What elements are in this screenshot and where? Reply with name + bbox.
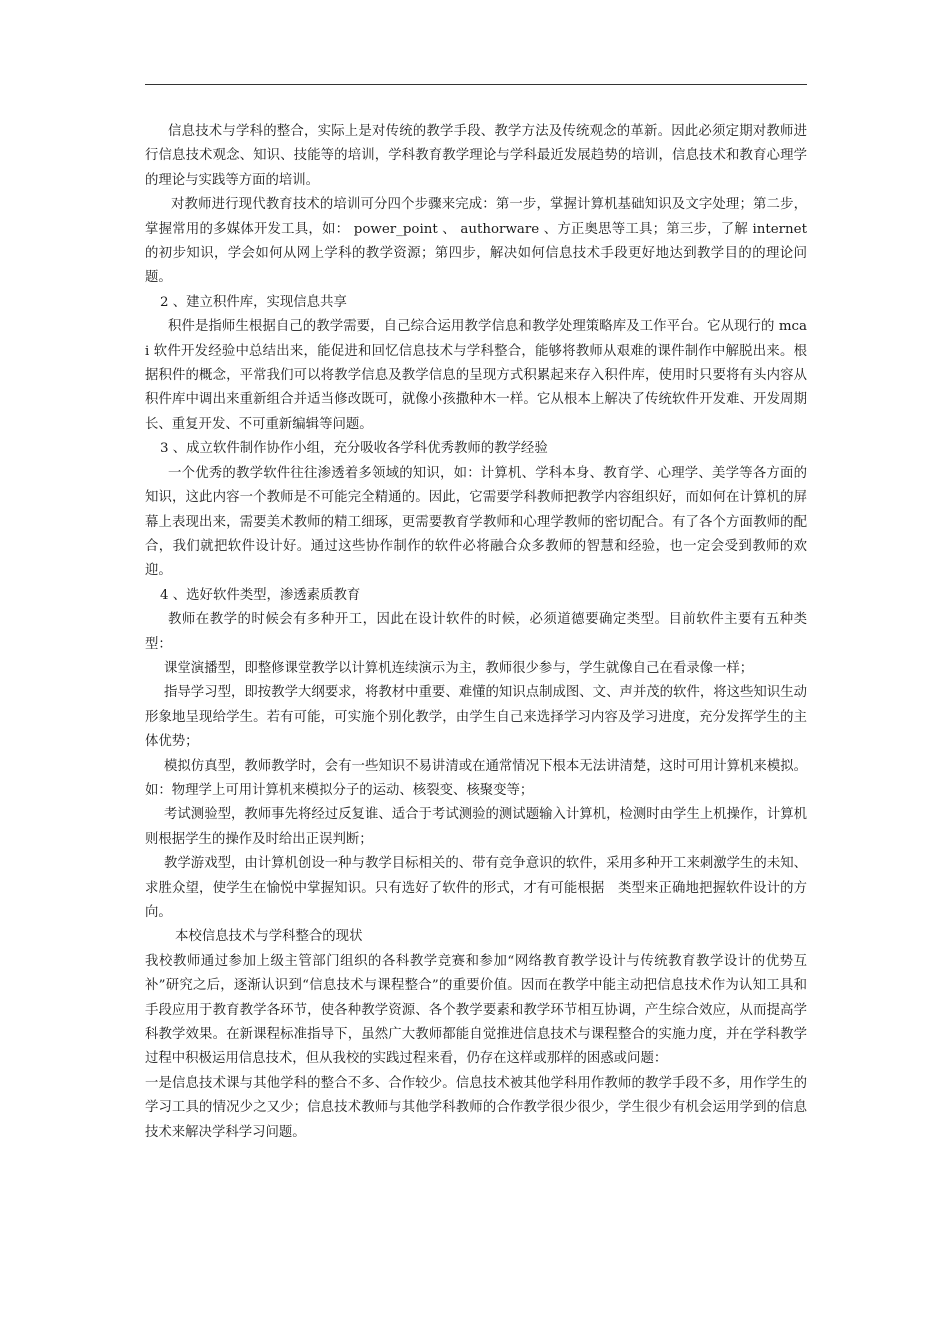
- heading-collaboration-group: 3 、成立软件制作协作小组，充分吸收各学科优秀教师的教学经验: [160, 441, 548, 457]
- list-item-game: 教学游戏型，由计算机创设一种与教学目标相关的、带有竞争意识的软件，采用多种开工来刺激学生的未知、求胜众望，使学生在愉悦中掌握知识。只有选好了软件的形式，才有可能根据 类型来正确地把握软件设计的方向。: [145, 856, 807, 920]
- list-item-testing: 考试测验型，教师事先将经过反复谁、适合于考试测验的测试题输入计算机，检测时由学生上机操作，计算机则根据学生的操作及时给出正误判断；: [145, 807, 807, 847]
- paragraph-problem-one: 一是信息技术课与其他学科的整合不多、合作较少。信息技术被其他学科用作教师的教学手段不多，用作学生的学习工具的情况少之又少；信息技术教师与其他学科教师的合作教学很少很少，学生很少有机会运用学到的信息技术来解决学科学习问题。: [145, 1075, 807, 1140]
- header-rule: [145, 84, 807, 85]
- heading-software-types: 4 、选好软件类型，渗透素质教育: [160, 587, 361, 603]
- paragraph-training-steps: 对教师进行现代教育技术的培训可分四个步骤来完成：第一步，掌握计算机基础知识及文字处理；第二步，掌握常用的多媒体开发工具，如： power_point 、 authorware 、方正奥思等工具；第三步，了解 internet 的初步知识，学会如何从网上学科的教学资源；第四步，解决如何信息技术手段更好地达到教学目的的理论问题。: [145, 197, 807, 286]
- paragraph-software-types: 教师在教学的时候会有多种开工，因此在设计软件的时候，必须道德要确定类型。目前软件主要有五种类型：: [145, 612, 807, 652]
- paragraph-collaboration-group: 一个优秀的教学软件往往渗透着多领域的知识，如：计算机、学科本身、教育学、心理学、美学等各方面的知识，这此内容一个教师是不可能完全精通的。因此，它需要学科教师把教学内容组织好，而如何在计算机的屏幕上表现出来，需要美术教师的精工细琢，更需要教育学教师和心理学教师的密切配合。有了各个方面教师的配合，我们就把软件设计好。通过这些协作制作的软件必将融合众多教师的智慧和经验，也一定会受到教师的欢迎。: [145, 465, 807, 579]
- list-item-classroom-demo: 课堂演播型，即整修课堂教学以计算机连续演示为主，教师很少参与，学生就像自己在看录像一样；: [164, 660, 754, 676]
- list-item-simulation: 模拟仿真型，教师教学时，会有一些知识不易讲清或在通常情况下根本无法讲清楚，这时可用计算机来模拟。如：物理学上可用计算机来模拟分子的运动、核裂变、核聚变等；: [145, 758, 807, 798]
- heading-courseware-library: 2 、建立积件库，实现信息共享: [160, 294, 347, 310]
- heading-school-status: 本校信息技术与学科整合的现状: [175, 929, 363, 945]
- paragraph-teacher-training: 信息技术与学科的整合，实际上是对传统的教学手段、教学方法及传统观念的革新。因此必须定期对教师进行信息技术观念、知识、技能等的培训，学科教育教学理论与学科最近发展趋势的培训，信息技术和教育心理学的理论与实践等方面的培训。: [145, 124, 807, 188]
- list-item-guided-learning: 指导学习型，即按教学大纲要求，将教材中重要、难懂的知识点制成图、文、声并茂的软件，将这些知识生动形象地呈现给学生。若有可能，可实施个别化教学，由学生自己来选择学习内容及学习进度，充分发挥学生的主体优势；: [145, 685, 807, 750]
- paragraph-school-status: 我校教师通过参加上级主管部门组织的各科教学竞赛和参加“网络教育教学设计与传统教育教学设计的优势互补”研究之后，逐渐认识到“信息技术与课程整合”的重要价值。因而在教学中能主动把信息技术作为认知工具和手段应用于教育教学各环节，使各种教学资源、各个教学要素和教学环节相互协调，产生综合效应，从而提高学科教学效果。在新课程标准指导下，虽然广大教师都能自觉推进信息技术与课程整合的实施力度，并在学科教学过程中积极运用信息技术，但从我校的实践过程来看，仍存在这样或那样的困惑或问题：: [145, 953, 807, 1067]
- paragraph-courseware-library: 积件是指师生根据自己的教学需要，自己综合运用教学信息和教学处理策略库及工作平台。它从现行的 mcai 软件开发经验中总结出来，能促进和回忆信息技术与学科整合，能够将教师从艰难的课件制作中解脱出来。根据积件的概念，平常我们可以将教学信息及教学信息的呈现方式积累起来存入积件库，使用时只要将有头内容从积件库中调出来重新组合并适当修改既可，就像小孩撒种木一样。它从根本上解决了传统软件开发难、开发周期长、重复开发、不可重新编辑等问题。: [145, 319, 807, 432]
- document-body: [145, 120, 807, 1145]
